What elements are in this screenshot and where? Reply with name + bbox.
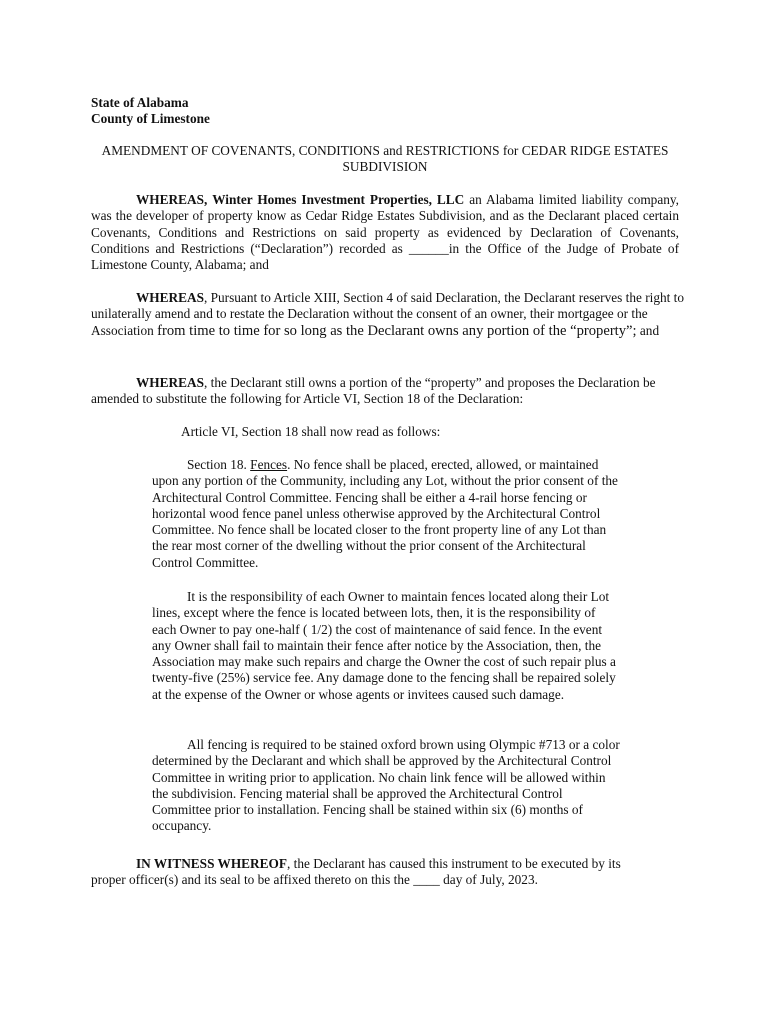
whereas-paragraph-1	[91, 192, 679, 273]
section-text: It is the responsibility of each Owner to maintain fences located along their Lot lines, except where the fence is located between lots, then, it is the responsibility of each Owner to pay one-half ( 1/2) the cost of maintenance of said fence. In the event any Owner shall fail to maintain their fence after notice by the Association, then, the Association may make such repairs and charge the Owner the cost of such repair plus a twenty-five (25%) service fee. Any damage done to the fencing shall be repaired solely at the expense of the Owner or whose agents or invitees caused such damage.	[152, 589, 616, 702]
whereas-text-b: from time to time for so long as the Declarant owns any portion of the “property”;	[157, 322, 637, 339]
whereas-paragraph-2	[91, 290, 691, 339]
whereas-lead: WHEREAS,	[136, 192, 208, 207]
whereas-lead: WHEREAS	[136, 375, 204, 390]
section-18-paragraph-3	[152, 737, 620, 835]
section-label: Section 18.	[187, 457, 247, 472]
section-18-paragraph-1	[152, 457, 620, 571]
witness-lead: IN WITNESS WHEREOF	[136, 856, 287, 871]
company-name: Winter Homes Investment Properties, LLC	[212, 192, 465, 207]
whereas-text: an Alabama limited liability company, was the developer of property know as Cedar Ridge Estates Subdivision, and as the Declarant placed certain Covenants, Conditions and Restrictions on said property as evidenced by Declaration of Covenants, Conditions and Restrictions (“Declaration”) recorded as ______in the Office of the Judge of Probate of Limestone County, Alabama; and	[91, 192, 679, 273]
section-18-paragraph-2	[152, 589, 620, 703]
witness-paragraph	[91, 856, 651, 889]
section-text: All fencing is required to be stained oxford brown using Olympic #713 or a color determined by the Declarant and which shall be approved by the Architectural Control Committee in writing prior to application. No chain link fence will be allowed within the subdivision. Fencing material shall be approved the Architectural Control Committee prior to installation. Fencing shall be stained within six (6) months of occupancy.	[152, 737, 620, 834]
header-block	[91, 95, 391, 128]
state-line: State of Alabama	[91, 95, 189, 110]
whereas-text: , the Declarant still owns a portion of the “property” and proposes the Declaration be amended to substitute the following for Article VI, Section 18 of the Declaration:	[91, 375, 656, 407]
county-line: County of Limestone	[91, 111, 210, 127]
section-text: . No fence shall be placed, erected, allowed, or maintained upon any portion of the Community, including any Lot, without the prior consent of the Architectural Control Committee. Fencing shall be either a 4-rail horse fencing or horizontal wood fence panel unless otherwise approved by the Architectural Control Committee. No fence shall be located closer to the front property line of any Lot than the rear most corner of the dwelling without the prior consent of the Architectural Control Committee.	[152, 457, 618, 570]
whereas-paragraph-3	[91, 375, 681, 408]
article-intro: Article VI, Section 18 shall now read as follows:	[181, 424, 441, 439]
section-heading: Fences	[250, 457, 288, 472]
whereas-text-c: and	[639, 322, 660, 338]
document-title: AMENDMENT OF COVENANTS, CONDITIONS and RESTRICTIONS for CEDAR RIDGE ESTATES SUBDIVISION	[101, 143, 669, 175]
whereas-lead: WHEREAS	[136, 290, 204, 305]
witness-text: , the Declarant has caused this instrument to be executed by its proper officer(s) and its seal to be affixed thereto on this the ____ day of July, 2023.	[91, 856, 621, 888]
whereas-text-a: , Pursuant to Article XIII, Section 4 of said Declaration, the Declarant reserves the right to unilaterally amend and to restate the Declaration without the consent of an owner, their mortgagee or the Association	[91, 290, 684, 338]
